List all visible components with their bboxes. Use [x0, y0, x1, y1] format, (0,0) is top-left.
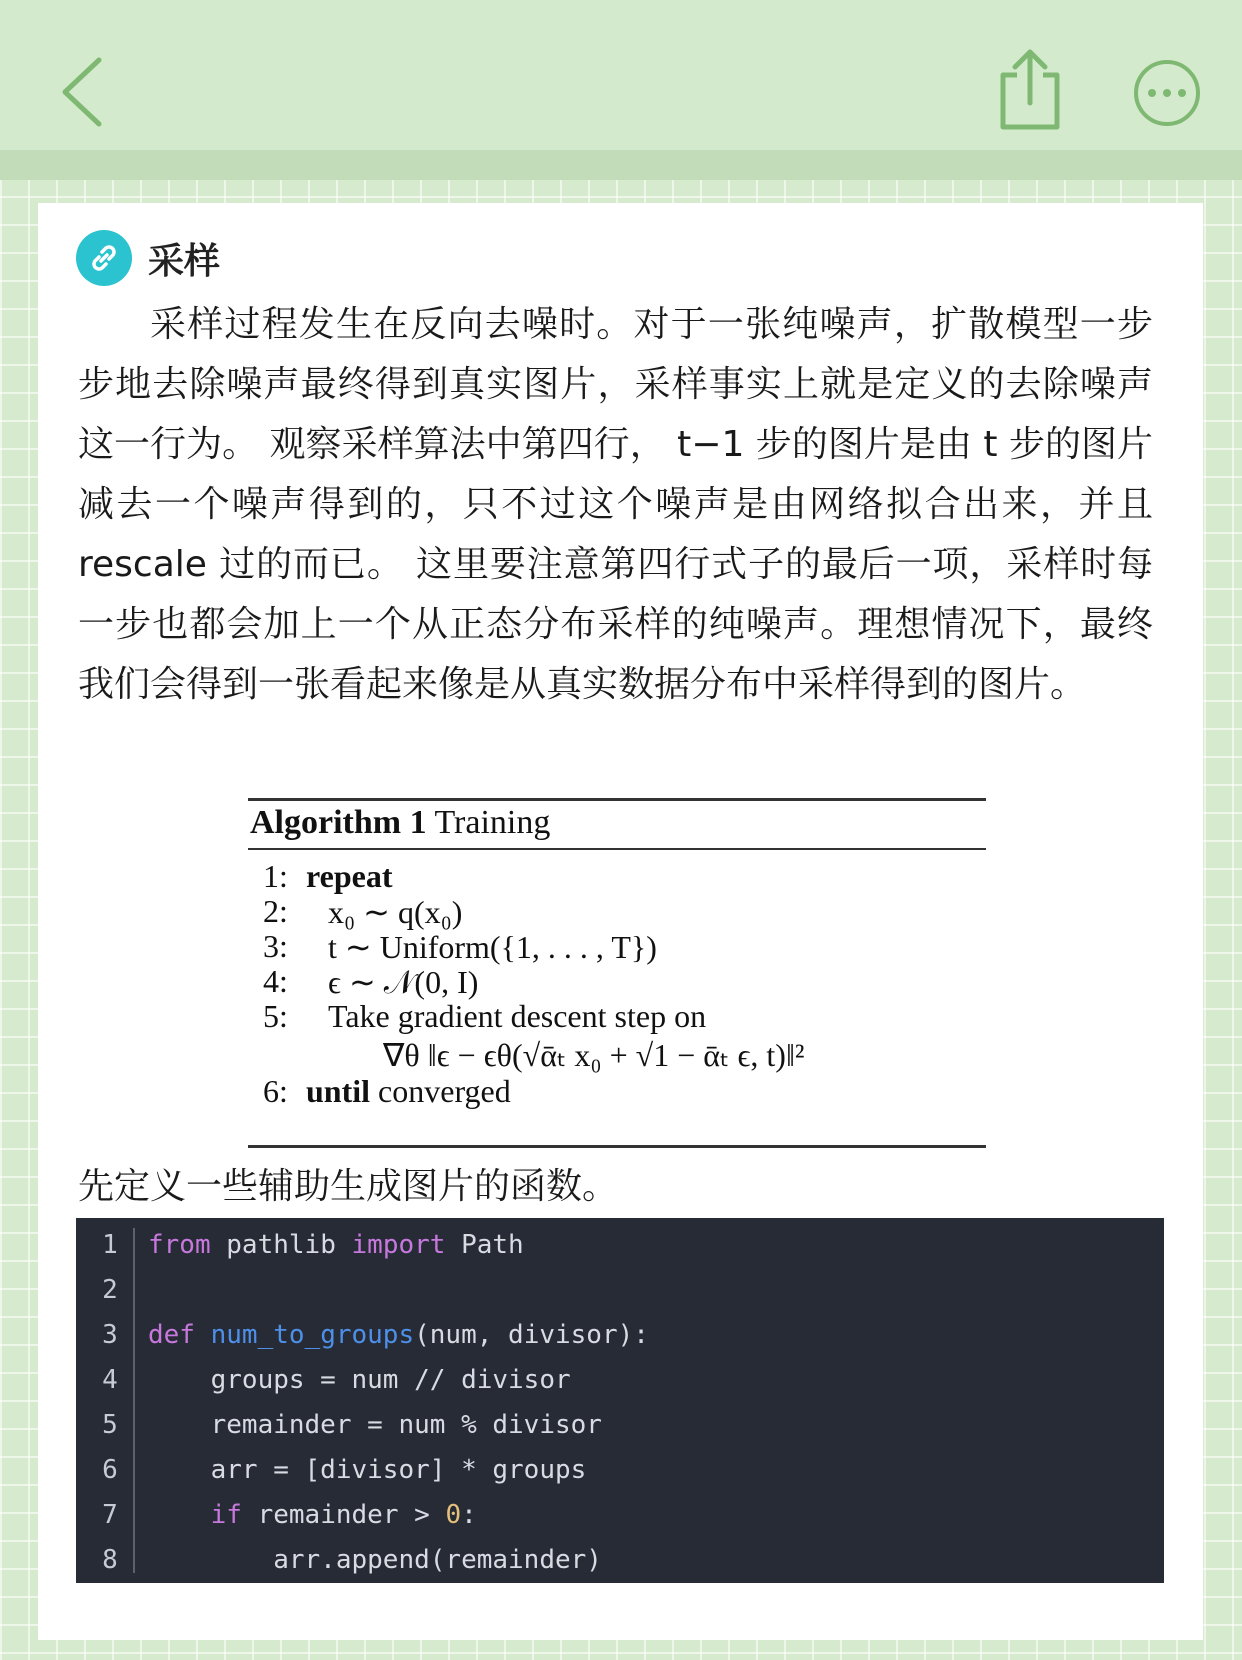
algorithm-line: ∇θ ‖ϵ − ϵθ(√ᾱₜ x₀ + √1 − ᾱₜ ϵ, t)‖²: [383, 1037, 805, 1073]
algorithm-line: x₀ ∼ q(x₀): [328, 894, 463, 930]
algorithm-line: ϵ ∼ 𝒩(0, I): [328, 964, 479, 1000]
share-icon[interactable]: [995, 45, 1065, 135]
code-text: def num_to_groups(num, divisor):: [148, 1320, 649, 1350]
code-line: [76, 1223, 1164, 1268]
code-text: from pathlib import Path: [148, 1230, 524, 1260]
article-card: [38, 203, 1203, 1640]
algorithm-line-number: 3:: [263, 928, 288, 964]
algorithm-line: Take gradient descent step on: [328, 998, 707, 1034]
line-number: 5: [102, 1410, 118, 1440]
code-line: [76, 1268, 1164, 1313]
code-text: arr.append(remainder): [148, 1545, 602, 1575]
algorithm-line: until converged: [306, 1073, 511, 1109]
algorithm-line-number: 4:: [263, 963, 288, 999]
algorithm-line-number: 2:: [263, 893, 288, 929]
top-rule: [248, 798, 986, 801]
code-line: [76, 1538, 1164, 1583]
algorithm-line: repeat: [306, 858, 393, 894]
algorithm-line-number: 5:: [263, 998, 288, 1034]
more-icon[interactable]: [1132, 58, 1202, 128]
algorithm-figure: [248, 798, 986, 1148]
algorithm-title-rest: Training: [426, 804, 551, 841]
code-line: [76, 1403, 1164, 1448]
bottom-rule: [248, 1145, 986, 1148]
code-line: [76, 1448, 1164, 1493]
algorithm-line-number: 6:: [263, 1073, 288, 1109]
code-line: [76, 1358, 1164, 1403]
algorithm-title-bold: Algorithm 1: [250, 804, 427, 841]
line-number: 6: [102, 1455, 118, 1485]
top-bar-shadow: [0, 150, 1242, 180]
line-number: 4: [102, 1365, 118, 1395]
algorithm-line-number: 1:: [263, 858, 288, 894]
section-heading: [76, 228, 220, 288]
code-text: remainder = num % divisor: [148, 1410, 602, 1440]
section-title: 采样: [148, 240, 221, 282]
line-number: 2: [102, 1275, 118, 1305]
code-intro: 先定义一些辅助生成图片的函数。: [78, 1166, 619, 1207]
body-paragraph: 采样过程发生在反向去噪时。对于一张纯噪声，扩散模型一步步地去除噪声最终得到真实图片，采样事实上就是定义的去除噪声这一行为。 观察采样算法中第四行， t−1 步的图片是由 t 步的图片减去一个噪声得到的，只不过这个噪声是由网络拟合出来，并且 rescale 过的而已。 这里要注意第四行式子的最后一项，采样时每一步也都会加上一个从正态分布采样的纯噪声。理想情况下，最终我们会得到一张看起来像是从真实数据分布中采样得到的图片。: [78, 304, 1153, 705]
code-line: [76, 1313, 1164, 1358]
code-text: arr = [divisor] * groups: [148, 1455, 587, 1485]
mid-rule: [248, 848, 986, 850]
code-block: [76, 1218, 1164, 1583]
code-text: groups = num // divisor: [148, 1365, 571, 1395]
code-line: [76, 1493, 1164, 1538]
algorithm-line: t ∼ Uniform({1, . . . , T}): [328, 929, 657, 965]
line-number: 1: [102, 1230, 118, 1260]
line-number: 3: [102, 1320, 118, 1350]
code-text: if remainder > 0:: [210, 1500, 477, 1530]
line-number: 8: [102, 1545, 118, 1575]
algorithm-title: [250, 804, 550, 842]
line-number: 7: [102, 1500, 118, 1530]
link-icon: [76, 230, 132, 286]
chevron-left-icon[interactable]: [55, 52, 115, 132]
